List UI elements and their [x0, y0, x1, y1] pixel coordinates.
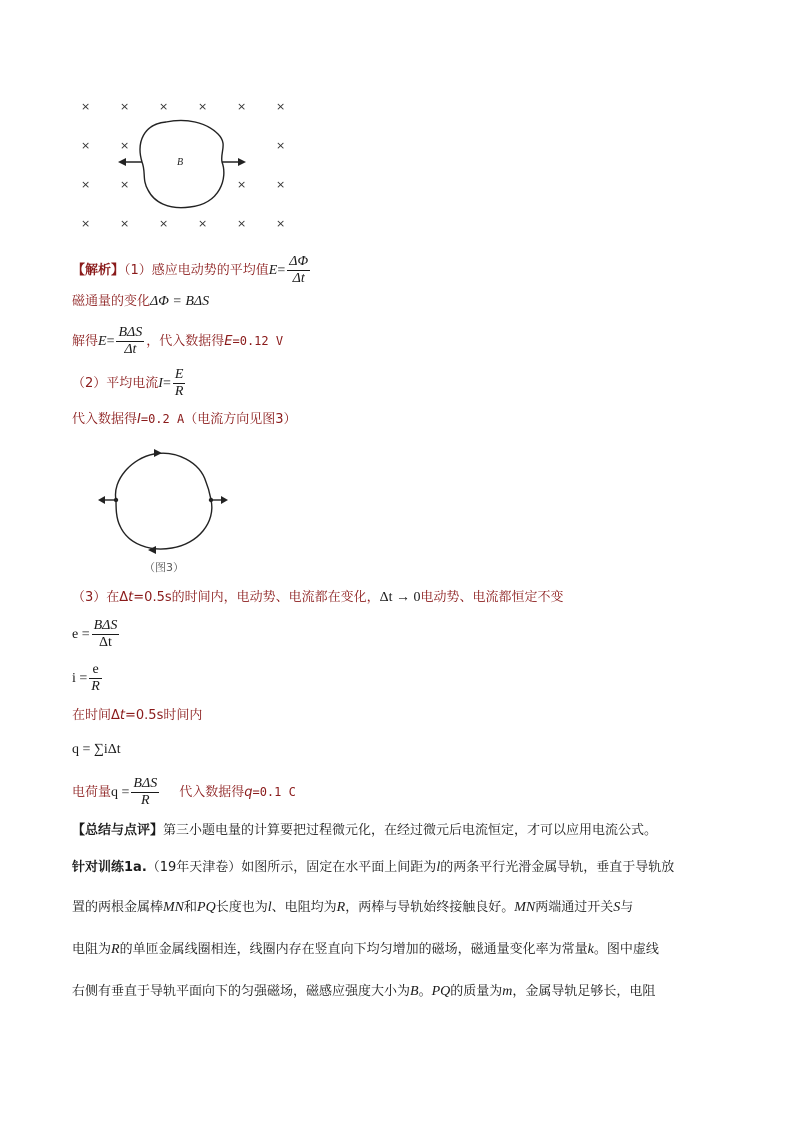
current-arrow-top — [154, 449, 162, 457]
current-formula: i = $\frac{e}{R}$ — [72, 662, 100, 694]
emf-formula: e = $\frac{\text{BΔS}}{\Delta t}$ — [72, 618, 118, 650]
summary-text: 第三小题电量的计算要把过程微元化，在经过微元后电流恒定，才可以应用电流公式。 — [163, 823, 658, 838]
p1-fraction: $\frac{\Delta\Phi}{\Delta t}$ — [289, 254, 309, 286]
svg-text:×: × — [198, 217, 208, 230]
svg-text:×: × — [81, 178, 91, 191]
svg-text:×: × — [120, 139, 130, 152]
svg-text:×: × — [159, 217, 169, 230]
summary-header: 【总结与点评】 — [72, 823, 164, 838]
field-crosses — [81, 100, 285, 230]
p1-eq: = — [277, 263, 286, 278]
svg-text:×: × — [81, 139, 91, 152]
exercise-line3: 电阻为R的单匝金属线圈相连，线圈内存在竖直向下均匀增加的磁场，磁通量变化率为常量k。图中虚线 — [72, 942, 659, 957]
svg-text:×: × — [120, 100, 130, 113]
solve-text: 解得 — [72, 334, 99, 349]
charge-sum: q = ∑iΔt — [72, 742, 121, 757]
current-value: =0.2 A — [140, 412, 185, 426]
svg-text:×: × — [81, 100, 91, 113]
solve-line: 解得E= $\frac{\text{BΔS}}{\Delta t}$ ，代入数据得E=0.12 V — [72, 325, 284, 357]
svg-text:×: × — [237, 178, 247, 191]
svg-text:×: × — [237, 100, 247, 113]
solve-fraction: $\frac{\text{BΔS}}{\Delta t}$ — [118, 325, 143, 357]
svg-text:×: × — [276, 178, 286, 191]
solution-part1 — [72, 254, 312, 287]
svg-text:×: × — [276, 100, 286, 113]
figure-field-loop — [70, 92, 300, 232]
solution-part3: （3）在Δt=0.5s的时间内，电动势、电流都在变化，Δt → 0电动势、电流都恒定不变 — [72, 590, 564, 605]
flux-text: 磁通量的变化 — [72, 294, 151, 309]
svg-text:×: × — [276, 217, 286, 230]
solve-value: =0.12 V — [232, 334, 284, 348]
charge-line: 电荷量q = $\frac{\text{BΔS}}{R}$ 代入数据得q=0.1 C — [72, 776, 296, 808]
flux-change — [72, 292, 209, 312]
svg-text:×: × — [120, 217, 130, 230]
svg-text:×: × — [276, 139, 286, 152]
p2-text: （2）平均电流 — [72, 376, 159, 391]
exercise-line2: 置的两根金属棒MN和PQ长度也为l、电阻均为R，两棒与导轨始终接触良好。MN两端通过开关S与 — [72, 900, 634, 915]
limit-expr: Δt → 0 — [379, 590, 421, 605]
exercise-label: 针对训练1a. — [72, 860, 147, 875]
svg-text:×: × — [198, 100, 208, 113]
summary — [72, 821, 657, 841]
field-label-b: B — [177, 157, 184, 168]
exercise-line1: 针对训练1a.（19年天津卷）如图所示，固定在水平面上间距为l的两条平行光滑金属导轨，垂直于导轨放 — [72, 860, 675, 875]
svg-text:×: × — [120, 178, 130, 191]
charge-value: =0.1 C — [252, 785, 296, 799]
svg-text:×: × — [159, 100, 169, 113]
p2-fraction: $\frac{E}{R}$ — [174, 367, 184, 399]
flux-expr: ΔΦ = BΔS — [150, 294, 210, 309]
exercise-line4: 右侧有垂直于导轨平面向下的匀强磁场，磁感应强度大小为B。PQ的质量为m，金属导轨足够长，电阻 — [72, 984, 656, 999]
solve-tail: ，代入数据得 — [146, 334, 225, 349]
current-value-line: 代入数据得I=0.2 A（电流方向见图3） — [72, 412, 297, 427]
svg-text:×: × — [237, 217, 247, 230]
figure-3-caption: （图3） — [144, 561, 184, 574]
solution-part2: （2）平均电流I= $\frac{E}{R}$ — [72, 367, 184, 399]
figure-3-current-loop — [92, 444, 232, 576]
current-loop — [115, 453, 211, 549]
interval-line: 在时间Δt=0.5s时间内 — [72, 708, 203, 723]
solution-header: 【解析】 — [72, 263, 125, 278]
p1-e: E — [268, 263, 278, 278]
p1-text: （1）感应电动势的平均值 — [124, 263, 269, 278]
solve-e: E — [98, 334, 107, 349]
svg-text:×: × — [81, 217, 91, 230]
